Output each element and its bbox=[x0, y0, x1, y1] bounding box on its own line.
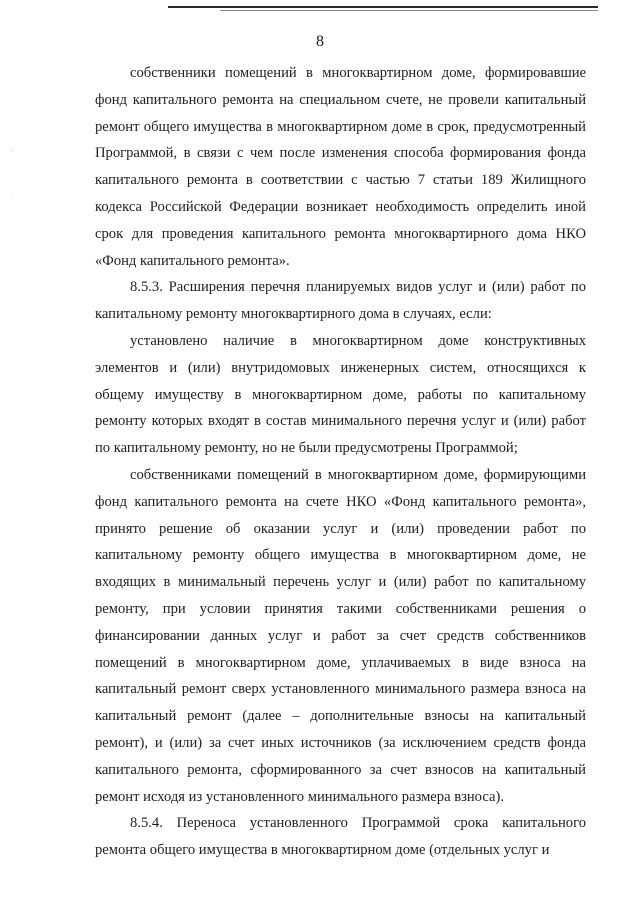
scan-margin-mark bbox=[12, 194, 13, 195]
paragraph-8-5-3: 8.5.3. Расширения перечня планируемых видов услуг и (или) работ по капитальному ремонту многоквартирного дома в случаях, если: bbox=[95, 279, 586, 323]
paragraph-condition-1: установлено наличие в многоквартирном доме конструктивных элементов и (или) внутридомовых инженерных систем, относящихся к общему имуществу в многоквартирном доме, работы по капитальному ремонту которых входят в состав минимального перечня услуг и (или) работ по капитальному ремонту, но не были предусмотрены Программой; bbox=[95, 332, 586, 457]
scan-margin-mark bbox=[12, 150, 13, 151]
paragraph-continuation: собственники помещений в многоквартирном доме, формировавшие фонд капитального ремонта на специальном счете, не провели капитальный ремонт общего имущества в многоквартирном доме в срок, предусмотренный Программой, в связи с чем после изменения способа формирования фонда капитального ремонта в соответствии с частью 7 статьи 189 Жилищного кодекса Российской Федерации возникает необходимость определить иной срок для проведения капитального ремонта многоквартирного дома НКО «Фонд капитального ремонта». bbox=[95, 65, 586, 269]
document-body bbox=[95, 60, 586, 864]
paragraph-8-5-4: 8.5.4. Переноса установленного Программой срока капитального ремонта общего имущества в многоквартирном доме (отдельных услуг и bbox=[95, 815, 586, 859]
paragraph-condition-2: собственниками помещений в многоквартирном доме, формирующими фонд капитального ремонта на счете НКО «Фонд капитального ремонта», принято решение об оказании услуг и (или) проведении работ по капитальному ремонту общего имущества в многоквартирном доме, не входящих в минимальный перечень услуг и (или) работ по капитальному ремонту, при условии принятия такими собственниками решения о финансировании данных услуг и работ за счет средств собственников помещений в многоквартирном доме, уплачиваемых в виде взноса на капитальный ремонт сверх установленного минимального размера взноса на капитальный ремонт (далее – дополнительные взносы на капитальный ремонт), и (или) за счет иных источников (за исключением средств фонда капитального ремонта, сформированного за счет взносов на капитальный ремонт исходя из установленного минимального размера взноса). bbox=[95, 466, 586, 805]
header-rule-shadow bbox=[220, 10, 598, 11]
page-number: 8 bbox=[316, 33, 324, 50]
header-rule bbox=[168, 6, 598, 8]
